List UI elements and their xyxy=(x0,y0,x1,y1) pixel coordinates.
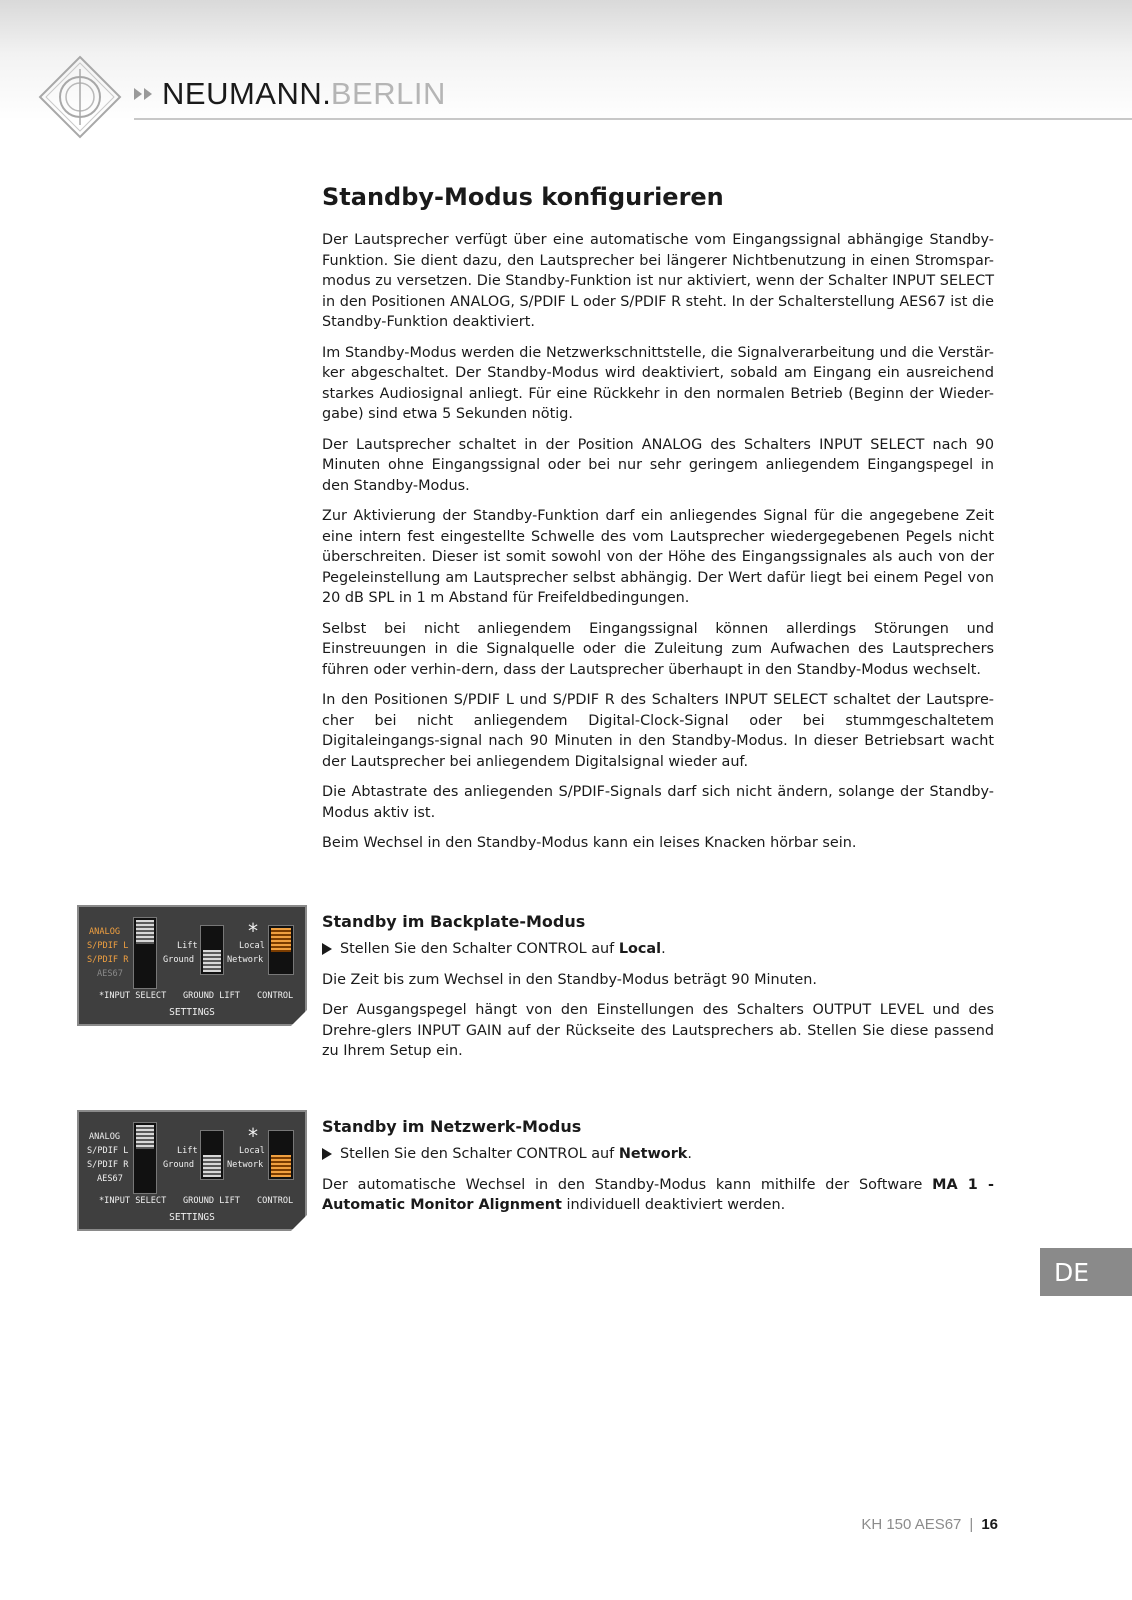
corner-bevel xyxy=(291,1010,307,1026)
section-heading: Standby im Netzwerk-Modus xyxy=(322,1117,582,1136)
control-option-local: Local xyxy=(239,941,265,951)
input-option-analog: ANALOG xyxy=(89,1132,121,1142)
control-switch[interactable] xyxy=(268,1130,294,1180)
para-text: Der automatische Wechsel in den Standby-Modus kann mithilfe der Software xyxy=(322,1176,933,1193)
label-settings: SETTINGS xyxy=(169,1007,215,1018)
input-option-spdif-r: S/PDIF R xyxy=(87,1160,129,1170)
star-marker: * xyxy=(247,919,260,943)
label-control: CONTROL xyxy=(257,1196,294,1206)
control-option-network: Network xyxy=(227,955,264,965)
control-switch[interactable] xyxy=(268,925,294,975)
label-input-select: *INPUT SELECT xyxy=(99,991,167,1001)
label-ground-lift: GROUND LIFT xyxy=(183,1196,240,1206)
footer-model: KH 150 AES67 xyxy=(861,1516,962,1533)
step-suffix: . xyxy=(661,941,666,957)
paragraph: Der Lautsprecher verfügt über eine automatische vom Eingangssignal abhängige Standby-Funktion. Sie dient dazu, den Lautsprecher bei längerer Nichtbenutzung in einen Stromspar-modus zu versetzen. Die Standby-Funktion ist nur aktiviert, wenn der Schalter INPUT SELECT in den Positionen ANALOG, S/PDIF L oder S/PDIF R steht. In der Schalterstellung AES67 ist die Standby-Funktion deaktiviert. xyxy=(322,232,994,330)
input-option-spdif-l: S/PDIF L xyxy=(87,941,129,951)
label-input-select: *INPUT SELECT xyxy=(99,1196,167,1206)
brand-berlin: BERLIN xyxy=(330,76,446,111)
paragraph: Der Ausgangspegel hängt von den Einstellungen des Schalters OUTPUT LEVEL und des Drehre-glers INPUT GAIN auf der Rückseite des Lautsprechers ab. Stellen Sie diese passend zu Ihrem Setup ein. xyxy=(322,1002,994,1059)
page-number: 16 xyxy=(981,1516,998,1533)
ground-option-ground: Ground xyxy=(163,955,195,965)
corner-bevel xyxy=(291,1215,307,1231)
page-footer xyxy=(861,1516,998,1533)
input-option-aes67: AES67 xyxy=(97,969,123,979)
settings-panel-backplate xyxy=(77,905,307,1026)
section-heading: Standby im Backplate-Modus xyxy=(322,912,586,931)
label-settings: SETTINGS xyxy=(169,1212,215,1223)
instruction-step xyxy=(322,1144,994,1165)
label-control: CONTROL xyxy=(257,991,294,1001)
input-option-spdif-l: S/PDIF L xyxy=(87,1146,129,1156)
control-option-local: Local xyxy=(239,1146,265,1156)
software-name: MA 1 - Automatic Monitor Alignment xyxy=(322,1176,994,1213)
paragraph xyxy=(322,1175,994,1216)
section-backplate xyxy=(322,912,994,1072)
page-title: Standby-Modus konfigurieren xyxy=(322,183,724,211)
brand-dot: . xyxy=(322,76,331,111)
footer-separator: | xyxy=(969,1516,974,1533)
step-text: Stellen Sie den Schalter CONTROL auf xyxy=(340,941,619,957)
main-body xyxy=(322,230,994,864)
paragraph: Selbst bei nicht anliegendem Eingangssignal können allerdings Störungen und Einstreuungen in die Signalquelle oder die Zuleitung zum Aufwachen des Lautsprechers führen oder verhin-dern, dass der Lautsprecher überhaupt in den Standby-Modus wechselt. xyxy=(322,620,994,678)
paragraph: Im Standby-Modus werden die Netzwerkschnittstelle, die Signalverarbeitung und die Verstär-ker abgeschaltet. Der Standby-Modus wird deaktiviert, sobald am Eingang ein ausreichend starkes Audiosignal anliegt. Für eine Rückkehr in den normalen Betrieb (Beginn der Wieder-gabe) sind etwa 5 Sekunden nötig. xyxy=(322,344,994,422)
neumann-logo-icon xyxy=(38,55,122,139)
input-select-switch[interactable] xyxy=(133,1122,157,1194)
paragraph: Die Abtastrate des anliegenden S/PDIF-Signals darf sich nicht ändern, solange der Standby-Modus aktiv ist. xyxy=(322,784,994,821)
star-marker: * xyxy=(247,1124,260,1148)
input-option-spdif-r: S/PDIF R xyxy=(87,955,129,965)
double-chevron-icon xyxy=(134,86,156,102)
para-suffix: individuell deaktiviert werden. xyxy=(561,1197,786,1213)
control-option-network: Network xyxy=(227,1160,264,1170)
step-suffix: . xyxy=(687,1146,692,1162)
ground-option-lift: Lift xyxy=(177,941,198,951)
arrow-right-icon xyxy=(322,943,332,955)
step-text: Stellen Sie den Schalter CONTROL auf xyxy=(340,1146,619,1162)
paragraph: Die Zeit bis zum Wechsel in den Standby-Modus beträgt 90 Minuten. xyxy=(322,971,817,988)
ground-option-ground: Ground xyxy=(163,1160,195,1170)
settings-panel-network xyxy=(77,1110,307,1231)
ground-lift-switch[interactable] xyxy=(200,925,224,975)
instruction-step xyxy=(322,939,994,960)
paragraph: In den Positionen S/PDIF L und S/PDIF R des Schalters INPUT SELECT schaltet der Lautspre-cher bei nicht anliegendem Digital-Clock-Signal oder bei stummgeschaltetem Digitaleingangs-signal nach 90 Minuten in den Standby-Modus. In dieser Betriebsart wacht der Lautsprecher bei anliegendem Digitalsignal wieder auf. xyxy=(322,692,994,770)
paragraph: Beim Wechsel in den Standby-Modus kann ein leises Knacken hörbar sein. xyxy=(322,835,857,851)
step-value: Local xyxy=(618,941,662,957)
language-tab[interactable]: DE xyxy=(1040,1248,1132,1296)
section-network xyxy=(322,1117,994,1226)
arrow-right-icon xyxy=(322,1148,332,1160)
header-rule xyxy=(134,118,1132,120)
ground-lift-switch[interactable] xyxy=(200,1130,224,1180)
input-option-aes67: AES67 xyxy=(97,1174,123,1184)
paragraph: Der Lautsprecher schaltet in der Position ANALOG des Schalters INPUT SELECT nach 90 Minuten ohne Eingangssignal oder bei nur sehr geringem anliegendem Eingangspegel in den Standby-Modus. xyxy=(322,436,994,494)
input-select-switch[interactable] xyxy=(133,917,157,989)
brand-wordmark xyxy=(134,74,446,114)
input-option-analog: ANALOG xyxy=(89,927,121,937)
paragraph: Zur Aktivierung der Standby-Funktion darf ein anliegendes Signal für die angegebene Zeit eine intern fest eingestellte Schwelle des vom Lautsprecher wiedergegebenen Pegels nicht überschreiten. Dieser ist somit sowohl von der Höhe des Eingangssignales als auch von der Pegeleinstellung am Lautsprecher selbst abhängig. Der Wert dafür liegt bei einem Pegel von 20 dB SPL in 1 m Abstand für Freifeldbedingungen. xyxy=(322,508,994,606)
brand-neumann: NEUMANN xyxy=(162,76,323,111)
label-ground-lift: GROUND LIFT xyxy=(183,991,240,1001)
ground-option-lift: Lift xyxy=(177,1146,198,1156)
step-value: Network xyxy=(618,1146,688,1162)
